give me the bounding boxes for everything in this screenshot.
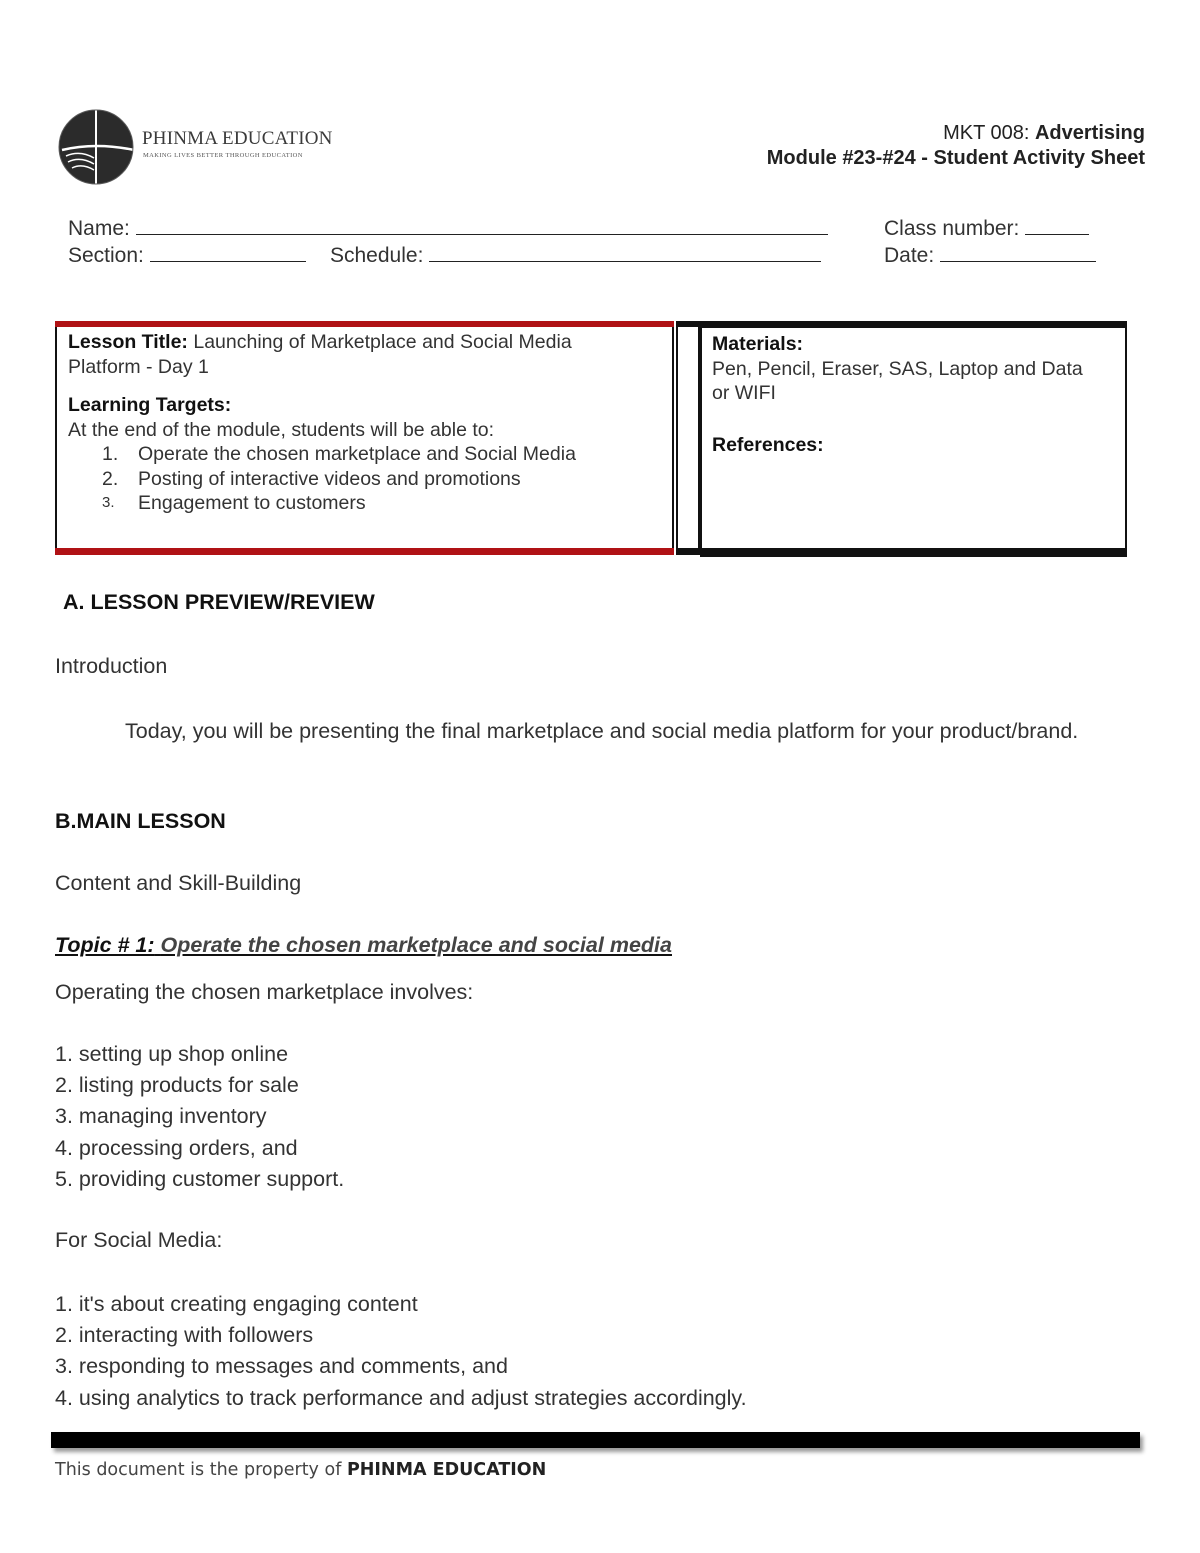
list-item: 5. providing customer support. [55,1166,345,1191]
list-item: 1. setting up shop online [55,1042,289,1066]
lesson-title [68,330,638,379]
footer-text [55,1460,546,1480]
class-number-blank[interactable] [1025,215,1089,235]
schedule-label: Schedule: [330,244,424,267]
logo-name: PHINMA EDUCATION [142,128,333,149]
list-item: 3. Engagement to customers [102,492,366,514]
list-item: 1. Operate the chosen marketplace and Social Media [102,443,576,465]
introduction-text: Today, you will be presenting the final marketplace and social media platform for your product/brand. [125,719,1079,743]
module-line: Module #23-#24 - Student Activity Sheet [766,147,1145,169]
introduction-label: Introduction [55,654,168,678]
logo-tagline: MAKING LIVES BETTER THROUGH EDUCATION [143,152,303,159]
learning-targets-list [68,442,658,516]
materials-label: Materials: [712,333,804,355]
topic-title: Operate the chosen marketplace and social media [160,933,672,957]
marketplace-intro: Operating the chosen marketplace involves: [55,980,474,1004]
list-item: 3. responding to messages and comments, and [55,1354,508,1379]
section-field[interactable] [68,242,306,268]
learning-targets-intro: At the end of the module, students will be able to: [68,418,495,441]
course-code: MKT 008: [943,122,1030,144]
section-a-heading: A. LESSON PREVIEW/REVIEW [63,590,375,614]
materials-value: Pen, Pencil, Eraser, SAS, Laptop and Data or WIFI [712,357,1083,404]
footer-owner: PHINMA EDUCATION [346,1460,547,1480]
references-label: References: [712,433,824,456]
lesson-box-spacer-column [676,321,700,555]
name-field[interactable] [68,215,828,241]
learning-targets-label: Learning Targets: [68,394,232,416]
lesson-title-value: Launching of Marketplace and Social Media Platform - Day 1 [68,331,572,378]
name-blank[interactable] [136,215,828,235]
list-item: 2. interacting with followers [55,1323,314,1348]
name-label: Name: [68,217,130,240]
footer-property-text: This document is the property of [55,1460,342,1480]
date-field[interactable] [884,242,1096,268]
marketplace-list [55,1039,344,1195]
materials-box [700,321,1127,557]
social-media-intro: For Social Media: [55,1228,223,1252]
course-name: Advertising [1034,122,1145,144]
social-media-list [55,1289,747,1414]
list-item: 2. listing products for sale [55,1073,299,1098]
lesson-box-top-bar [55,321,674,327]
topic-1-heading [55,933,672,958]
lesson-box-bottom-bar [55,548,674,555]
list-item: 1. it's about creating engaging content [55,1292,418,1316]
lesson-box [55,321,674,555]
section-blank[interactable] [150,242,306,262]
logo-emblem-icon [58,106,138,188]
materials-content [712,332,1112,457]
document-header [767,121,1145,171]
date-blank[interactable] [940,242,1096,262]
class-number-field[interactable] [884,215,1089,241]
topic-label: Topic # 1: [55,933,155,957]
list-item: 4. processing orders, and [55,1135,298,1160]
lesson-box-content [68,330,658,516]
footer-divider [51,1432,1140,1448]
list-item: 4. using analytics to track performance and adjust strategies accordingly. [55,1385,747,1410]
section-b-heading: B.MAIN LESSON [55,809,226,833]
list-item: 2. Posting of interactive videos and promotions [102,467,521,490]
content-skill-building-label: Content and Skill-Building [55,871,302,895]
class-number-label: Class number: [884,217,1020,240]
schedule-blank[interactable] [429,242,821,262]
section-label: Section: [68,244,144,267]
schedule-field[interactable] [330,242,821,268]
lesson-title-label: Lesson Title: [68,331,188,353]
date-label: Date: [884,244,935,267]
list-item: 3. managing inventory [55,1104,267,1129]
